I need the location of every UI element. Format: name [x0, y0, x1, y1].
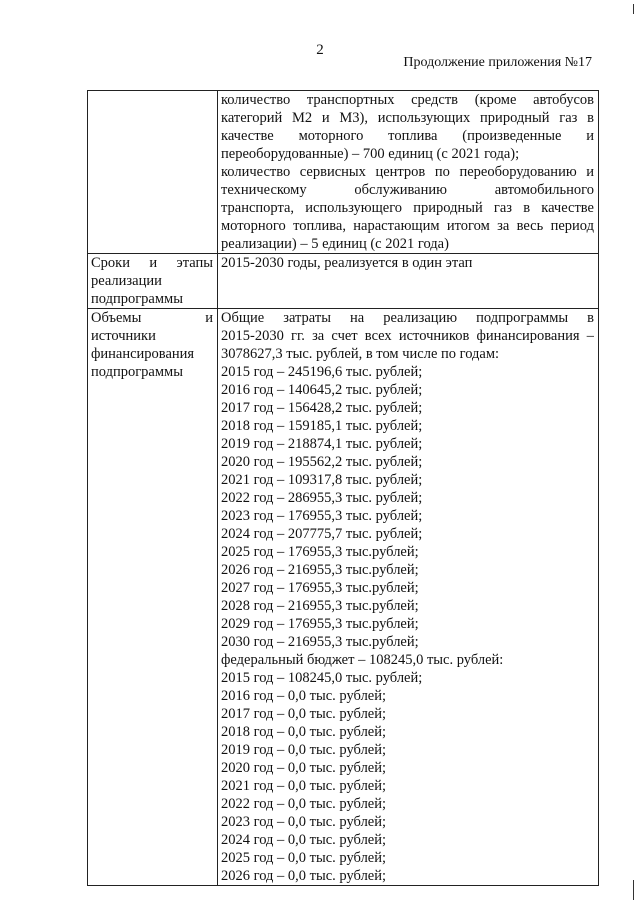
total-year-line: 2015 год – 245196,6 тыс. рублей; [221, 364, 423, 380]
continuation-label: Продолжение приложения №17 [403, 55, 592, 70]
total-year-line: 2023 год – 176955,3 тыс. рублей; [221, 508, 423, 524]
federal-year-line: 2016 год – 0,0 тыс. рублей; [221, 688, 387, 704]
indicator-line: моторного топлива, нарастающим итогом за весь период [221, 218, 594, 234]
federal-year-line: 2015 год – 108245,0 тыс. рублей; [221, 670, 423, 686]
federal-heading: федеральный бюджет – 108245,0 тыс. рублей: [221, 652, 504, 668]
page-number: 2 [316, 42, 324, 58]
passport-table [87, 90, 599, 886]
indicator-line: реализации) – 5 единиц (с 2021 года) [221, 236, 449, 252]
scan-edge-mark-top [633, 4, 634, 14]
total-year-line: 2029 год – 176955,3 тыс.рублей; [221, 616, 419, 632]
funding-label-line: подпрограммы [91, 364, 183, 380]
total-year-line: 2017 год – 156428,2 тыс. рублей; [221, 400, 423, 416]
total-year-line: 2030 год – 216955,3 тыс.рублей; [221, 634, 419, 650]
funding-label-line: финансирования [91, 346, 195, 362]
federal-year-line: 2021 год – 0,0 тыс. рублей; [221, 778, 387, 794]
funding-intro-line: 2015-2030 гг. за счет всех источников финансирования – [221, 328, 594, 344]
total-year-line: 2019 год – 218874,1 тыс. рублей; [221, 436, 423, 452]
funding-value-cell [218, 309, 599, 886]
total-year-line: 2025 год – 176955,3 тыс.рублей; [221, 544, 419, 560]
indicator-line: качестве моторного топлива (произведенные и [221, 128, 594, 144]
indicator-line: техническому обслуживанию автомобильного [221, 182, 594, 198]
total-year-line: 2021 год – 109317,8 тыс. рублей; [221, 472, 423, 488]
terms-label-cell [88, 254, 218, 309]
total-year-line: 2026 год – 216955,3 тыс.рублей; [221, 562, 419, 578]
terms-label-line: реализации [91, 273, 162, 289]
total-year-line: 2016 год – 140645,2 тыс. рублей; [221, 382, 423, 398]
terms-label-line: Сроки и этапы [91, 255, 213, 271]
funding-label-line: источники [91, 328, 156, 344]
total-year-line: 2018 год – 159185,1 тыс. рублей; [221, 418, 423, 434]
row-indicators [88, 91, 599, 254]
terms-value: 2015-2030 годы, реализуется в один этап [221, 255, 473, 271]
federal-year-line: 2023 год – 0,0 тыс. рублей; [221, 814, 387, 830]
federal-year-line: 2020 год – 0,0 тыс. рублей; [221, 760, 387, 776]
funding-intro-line: 3078627,3 тыс. рублей, в том числе по годам: [221, 346, 500, 362]
federal-year-line: 2022 год – 0,0 тыс. рублей; [221, 796, 387, 812]
scan-edge-mark-bottom [633, 880, 634, 900]
federal-year-line: 2026 год – 0,0 тыс. рублей; [221, 868, 387, 884]
terms-label-line: подпрограммы [91, 291, 183, 307]
indicators-value-cell [218, 91, 599, 254]
indicator-line: количество сервисных центров по переоборудованию и [221, 164, 594, 180]
row-funding [88, 309, 599, 886]
total-year-line: 2024 год – 207775,7 тыс. рублей; [221, 526, 423, 542]
row-terms [88, 254, 599, 309]
federal-year-line: 2019 год – 0,0 тыс. рублей; [221, 742, 387, 758]
federal-year-line: 2017 год – 0,0 тыс. рублей; [221, 706, 387, 722]
federal-year-line: 2018 год – 0,0 тыс. рублей; [221, 724, 387, 740]
total-year-line: 2027 год – 176955,3 тыс.рублей; [221, 580, 419, 596]
indicator-line: количество транспортных средств (кроме автобусов [221, 92, 594, 108]
funding-intro-line: Общие затраты на реализацию подпрограммы в [221, 310, 594, 326]
federal-year-line: 2024 год – 0,0 тыс. рублей; [221, 832, 387, 848]
federal-year-line: 2025 год – 0,0 тыс. рублей; [221, 850, 387, 866]
indicators-label-cell [88, 91, 218, 254]
total-year-line: 2020 год – 195562,2 тыс. рублей; [221, 454, 423, 470]
funding-label-line: Объемы и [91, 310, 213, 326]
indicator-line: переоборудованные) – 700 единиц (с 2021 года); [221, 146, 520, 162]
indicator-line: категорий М2 и М3), использующих природный газ в [221, 110, 594, 126]
terms-value-cell [218, 254, 599, 309]
total-year-line: 2028 год – 216955,3 тыс.рублей; [221, 598, 419, 614]
total-year-line: 2022 год – 286955,3 тыс. рублей; [221, 490, 423, 506]
indicator-line: транспорта, использующего природный газ в качестве [221, 200, 594, 216]
funding-label-cell [88, 309, 218, 886]
